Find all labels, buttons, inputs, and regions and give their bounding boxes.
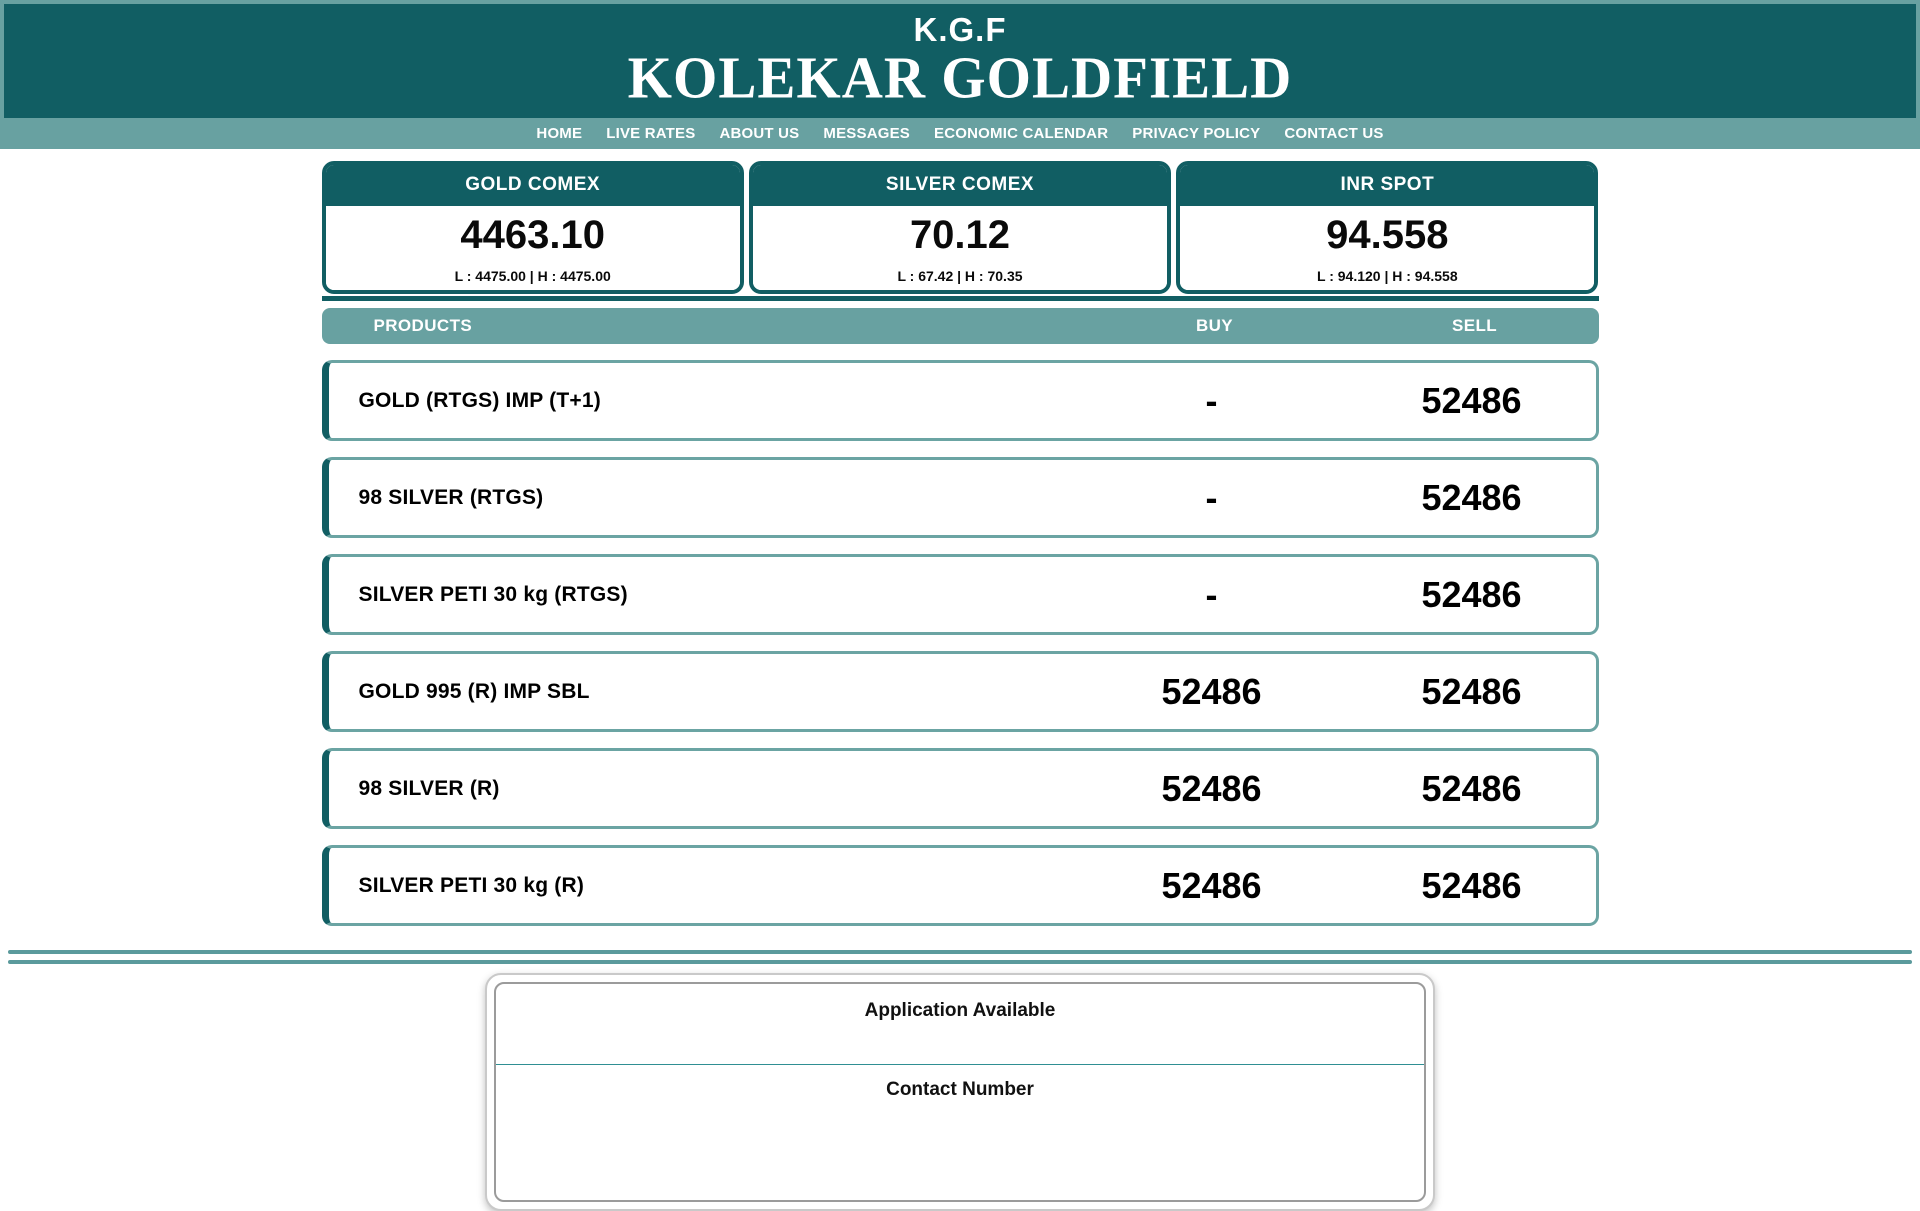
- brand-name: KOLEKAR GOLDFIELD: [627, 46, 1293, 112]
- table-row: [322, 748, 1599, 829]
- rate-low-high: L : 67.42 | H : 70.35: [897, 268, 1023, 284]
- separator-line-top: [8, 950, 1912, 954]
- separator-lines: [0, 950, 1920, 964]
- sell-value: 52486: [1421, 476, 1522, 518]
- nav-item-contact-us[interactable]: CONTACT US: [1284, 125, 1384, 142]
- sell-value: 52486: [1421, 379, 1522, 421]
- table-row: [322, 845, 1599, 926]
- table-row: [322, 651, 1599, 732]
- contact-number-heading: Contact Number: [886, 1079, 1034, 1100]
- buy-value: -: [1205, 476, 1218, 518]
- rate-card-silver-comex: [749, 161, 1171, 294]
- header-buy: BUY: [1195, 316, 1234, 335]
- footer-card: [485, 973, 1435, 1211]
- rate-low-high: L : 94.120 | H : 94.558: [1317, 268, 1458, 284]
- rate-card-title: GOLD COMEX: [326, 165, 740, 206]
- header-banner-wrap: [0, 0, 1920, 118]
- product-name: SILVER PETI 30 kg (R): [358, 873, 585, 897]
- separator-line-bottom: [8, 960, 1912, 964]
- rate-card-inr-spot: [1176, 161, 1598, 294]
- footer-card-inner: [494, 982, 1426, 1202]
- header-sell: SELL: [1451, 316, 1498, 335]
- nav-item-home[interactable]: HOME: [536, 125, 583, 142]
- buy-value: 52486: [1161, 767, 1262, 809]
- main-content: [322, 161, 1599, 926]
- nav-bar: [0, 118, 1920, 149]
- footer-divider: [496, 1064, 1424, 1065]
- header-banner: [4, 4, 1916, 118]
- product-name: 98 SILVER (R): [358, 776, 500, 800]
- nav-item-messages[interactable]: MESSAGES: [823, 125, 911, 142]
- rate-card-title: INR SPOT: [1180, 165, 1594, 206]
- rate-low-high: L : 4475.00 | H : 4475.00: [454, 268, 611, 284]
- rate-card-body: [1180, 206, 1594, 290]
- nav-item-live-rates[interactable]: LIVE RATES: [606, 125, 696, 142]
- rate-value: 70.12: [909, 213, 1011, 257]
- table-row: [322, 360, 1599, 441]
- sell-value: 52486: [1421, 767, 1522, 809]
- brand-initials: K.G.F: [913, 10, 1007, 48]
- application-available-heading: Application Available: [864, 1000, 1056, 1021]
- table-row: [322, 554, 1599, 635]
- product-name: SILVER PETI 30 kg (RTGS): [358, 582, 628, 606]
- buy-value: -: [1205, 573, 1218, 615]
- product-name: GOLD (RTGS) IMP (T+1): [358, 388, 601, 412]
- header-products: PRODUCTS: [373, 316, 473, 335]
- nav-item-about-us[interactable]: ABOUT US: [719, 125, 800, 142]
- rate-cards-row: [322, 161, 1599, 301]
- nav-item-privacy-policy[interactable]: PRIVACY POLICY: [1132, 125, 1261, 142]
- rate-card-body: [326, 206, 740, 290]
- rate-value: 94.558: [1326, 213, 1449, 257]
- rate-value: 4463.10: [460, 213, 605, 257]
- sell-value: 52486: [1421, 670, 1522, 712]
- sell-value: 52486: [1421, 573, 1522, 615]
- sell-value: 52486: [1421, 864, 1522, 906]
- rate-card-title: SILVER COMEX: [753, 165, 1167, 206]
- products-table-header: [322, 308, 1599, 344]
- buy-value: -: [1205, 379, 1218, 421]
- rate-card-gold-comex: [322, 161, 744, 294]
- buy-value: 52486: [1161, 864, 1262, 906]
- product-name: GOLD 995 (R) IMP SBL: [358, 679, 590, 703]
- nav-item-economic-calendar[interactable]: ECONOMIC CALENDAR: [934, 125, 1109, 142]
- table-row: [322, 457, 1599, 538]
- buy-value: 52486: [1161, 670, 1262, 712]
- rate-card-body: [753, 206, 1167, 290]
- product-name: 98 SILVER (RTGS): [358, 485, 544, 509]
